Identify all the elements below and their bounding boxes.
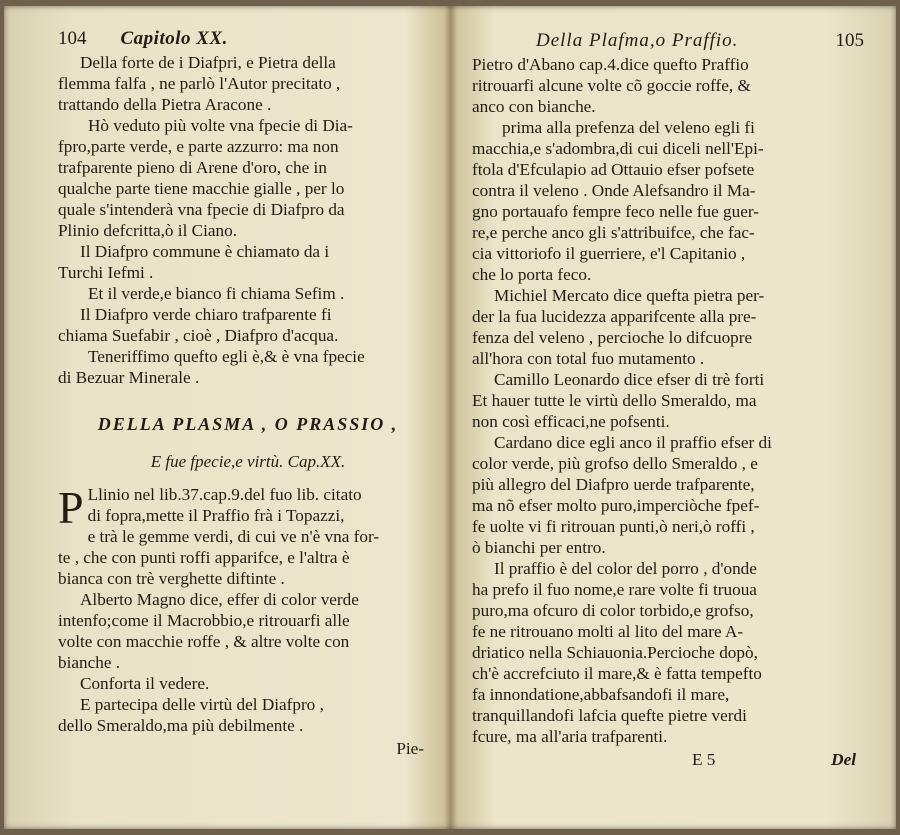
section-title: DELLA PLASMA , O PRASSIO ,: [97, 414, 399, 434]
text-line: fcure, ma all'aria trafparenti.: [472, 727, 668, 746]
text-line: intenfo;come il Macrobbio,e ritrouarfi alle: [58, 611, 350, 630]
left-page-number: 104: [58, 28, 87, 49]
catchword: Del: [831, 750, 856, 769]
text-line: Camillo Leonardo dice efser di trè forti: [494, 370, 765, 389]
text-line: E partecipa delle virtù del Diafpro ,: [80, 695, 324, 714]
text-line: trattando della Pietra Aracone .: [58, 95, 272, 114]
paragraph: [58, 484, 438, 589]
text-line: Della forte de i Diafpri, e Pietra della: [80, 53, 336, 72]
text-line: ritrouarfi alcune volte cõ goccie roffe, &: [472, 76, 751, 95]
text-line: tranquillandofi lafcia quefte pietre verdi: [472, 706, 747, 725]
text-line: Il Diafpro commune è chiamato da i: [80, 242, 330, 261]
paragraph: [472, 369, 864, 432]
text-line: macchia,e s'adombra,di cui diceli nell'Epi-: [472, 139, 764, 158]
paragraph: [58, 673, 438, 694]
text-line: Il Diafpro verde chiaro trafparente fi: [80, 305, 332, 324]
text-line: Et il verde,e bianco fi chiama Sefim .: [88, 284, 345, 303]
text-line: contra il veleno . Onde Alefsandro il Ma-: [472, 181, 756, 200]
paragraph: [58, 52, 438, 115]
text-line: Alberto Magno dice, effer di color verde: [80, 590, 359, 609]
text-line: fe uolte vi fi ritrouan punti,ò neri,ò roffi ,: [472, 517, 755, 536]
text-line: color verde, più grofso dello Smeraldo , e: [472, 454, 758, 473]
drop-cap: P: [58, 482, 84, 533]
text-line: Conforta il vedere.: [80, 674, 210, 693]
paragraph: [472, 558, 864, 747]
text-line: dello Smeraldo,ma più debilmente .: [58, 716, 304, 735]
text-line: prima alla prefenza del veleno egli fi: [502, 118, 755, 137]
text-line: ma nõ efser molto puro,imperciòche fpef-: [472, 496, 760, 515]
text-line: volte con macchie roffe , & altre volte con: [58, 632, 350, 651]
text-line: Llinio nel lib.37.cap.9.del fuo lib. citato: [87, 485, 362, 504]
right-page-number: 105: [835, 30, 864, 51]
paragraph: [58, 241, 438, 283]
paragraph: [58, 694, 438, 736]
text-line: trafparente pieno di Arene d'oro, che in: [58, 158, 327, 177]
paragraph: [58, 115, 438, 241]
text-line: ch'è accrefciuto il mare,& è fatta tempefto: [472, 664, 762, 683]
text-line: Hò veduto più volte vna fpecie di Dia-: [88, 116, 353, 135]
text-line: che lo porta feco.: [472, 265, 592, 284]
text-line: Pietro d'Abano cap.4.dice quefto Praffio: [472, 55, 749, 74]
text-line: Plinio defcritta,ò il Ciano.: [58, 221, 238, 240]
paragraph: [58, 304, 438, 346]
text-line: qualche parte tiene macchie gialle , per lo: [58, 179, 345, 198]
signature-mark: E 5: [692, 750, 716, 769]
paragraph: [472, 54, 864, 117]
right-page-header: [472, 30, 864, 54]
text-line: ò bianchi per entro.: [472, 538, 606, 557]
text-line: fenza del veleno , percioche lo difcuopre: [472, 328, 753, 347]
text-line: ftola d'Efculapio ad Ottauio efser pofsete: [472, 160, 755, 179]
text-line: più allegro del Diafpro uerde trafparente,: [472, 475, 755, 494]
text-line: bianche .: [58, 653, 121, 672]
book-spread: [4, 6, 896, 829]
text-line: der la fua lucidezza apparifcente alla pre-: [472, 307, 757, 326]
text-line: all'hora con total fuo mutamento .: [472, 349, 705, 368]
paragraph: [58, 283, 438, 304]
text-line: driatico nella Schiauonia.Percioche dopò,: [472, 643, 758, 662]
left-page-footer: [58, 738, 438, 759]
text-line: Et hauer tutte le virtù dello Smeraldo, ma: [472, 391, 757, 410]
text-line: fe ne ritrouano molti al lito del mare A-: [472, 622, 744, 641]
text-line: cia vittoriofo il guerriere, e'l Capitanio ,: [472, 244, 746, 263]
text-line: puro,ma ofcuro di color torbido,e grofso,: [472, 601, 754, 620]
paragraph: [472, 117, 864, 285]
paragraph: [472, 285, 864, 369]
text-line: anco con bianche.: [472, 97, 596, 116]
text-line: chiama Suefabir , cioè , Diafpro d'acqua.: [58, 326, 339, 345]
text-line: Cardano dice egli anco il praffio efser di: [494, 433, 772, 452]
right-page: [450, 6, 896, 829]
right-page-footer: [472, 749, 864, 770]
left-page-header: [58, 28, 438, 52]
text-line: Turchi Iefmi .: [58, 263, 154, 282]
text-line: di Bezuar Minerale .: [58, 368, 200, 387]
text-line: ha prefo il fuo nome,e rare volte fi truoua: [472, 580, 757, 599]
text-line: Il praffio è del color del porro , d'onde: [494, 559, 757, 578]
text-line: fpro,parte verde, e parte azzurro: ma non: [58, 137, 339, 156]
paragraph: [58, 589, 438, 673]
text-line: flemma falfa , ne parlò l'Autor precitato ,: [58, 74, 341, 93]
text-line: non così efficaci,ne pofsenti.: [472, 412, 670, 431]
text-line: Teneriffimo quefto egli è,& è vna fpecie: [88, 347, 365, 366]
text-line: bianca con trè verghette diftinte .: [58, 569, 285, 588]
text-line: Michiel Mercato dice quefta pietra per-: [494, 286, 765, 305]
right-running-head: Della Plafma,o Praffio.: [536, 30, 739, 51]
text-line: di fopra,mette il Praffio frà i Topazzi,: [87, 506, 345, 525]
section-subtitle: E fue fpecie,e virtù. Cap.XX.: [150, 452, 346, 471]
catchword: Pie-: [396, 739, 424, 758]
text-line: te , che con punti roffi apparifce, e l'altra è: [58, 548, 350, 567]
left-running-head: Capitolo XX.: [120, 28, 228, 49]
text-line: quale s'intenderà vna fpecie di Diafpro da: [58, 200, 345, 219]
text-line: e trà le gemme verdi, di cui ve n'è vna for-: [87, 527, 380, 546]
paragraph: [58, 346, 438, 388]
text-line: fa innondatione,abbafsandofi il mare,: [472, 685, 730, 704]
text-line: re,e perche anco gli s'attribuifce, che fac-: [472, 223, 755, 242]
left-page: [4, 6, 450, 829]
paragraph: [472, 432, 864, 558]
text-line: gno portauafo fempre feco nelle fue guer-: [472, 202, 759, 221]
